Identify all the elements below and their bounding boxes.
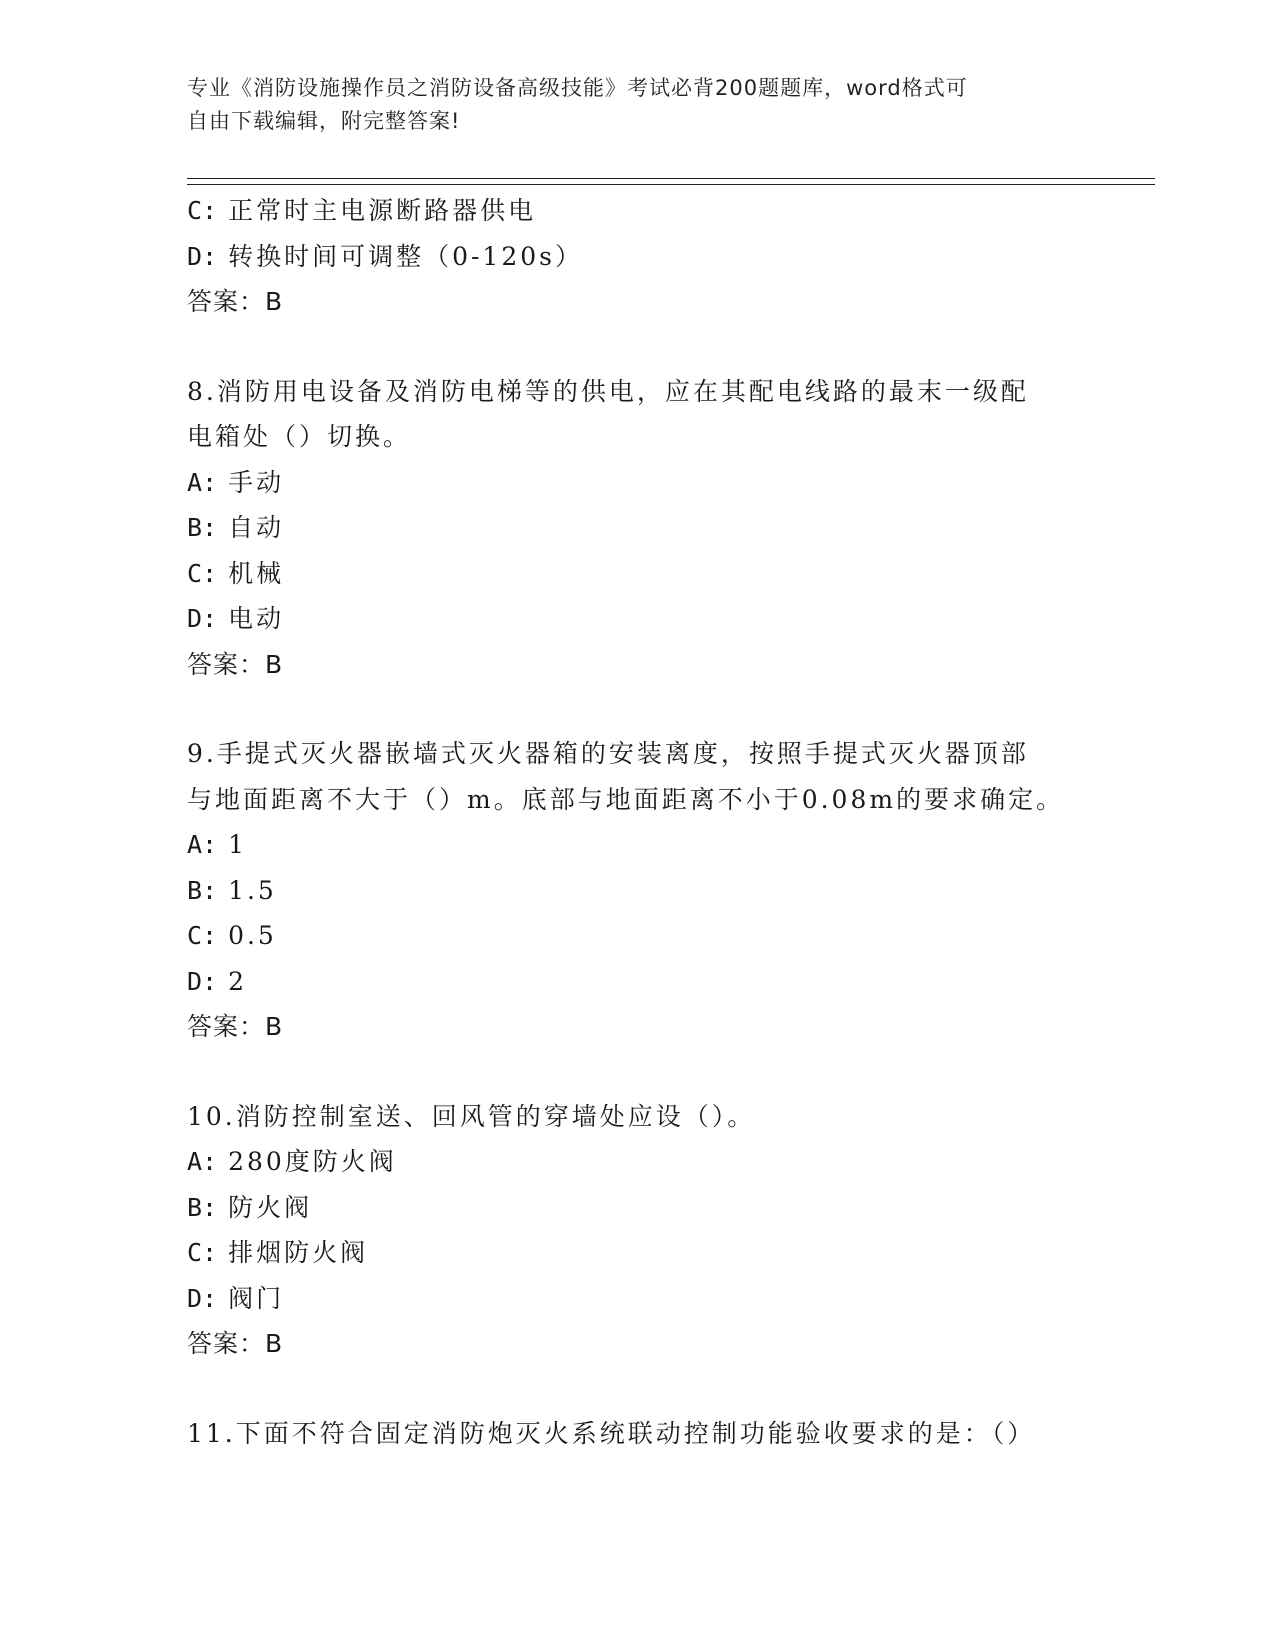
option-b: B: 1.5 [187, 875, 277, 905]
question-stem-line: 11.下面不符合固定消防炮灭火系统联动控制功能验收要求的是：（） [187, 1418, 1036, 1448]
question-9 [187, 731, 1107, 1050]
option-c: C: 正常时主电源断路器供电 [187, 196, 537, 225]
question-stem-line: 8.消防用电设备及消防电梯等的供电，应在其配电线路的最末一级配 [187, 376, 1029, 406]
question-8 [187, 369, 1107, 688]
header-line-1: 专业《消防设施操作员之消防设备高级技能》考试必背200题题库，word格式可 [187, 76, 968, 100]
option-d: D: 2 [187, 966, 247, 996]
question-stem-line: 9.手提式灭火器嵌墙式灭火器箱的安装离度，按照手提式灭火器顶部 [187, 739, 1029, 768]
option-c: C: 0.5 [187, 921, 277, 950]
option-a: A: 280度防火阀 [187, 1147, 397, 1176]
option-b: B: 自动 [187, 513, 285, 542]
question-list [187, 188, 1107, 1456]
option-c: C: 机械 [187, 558, 285, 588]
question-10 [187, 1094, 1107, 1367]
question-stem-line: 电箱处（）切换。 [187, 422, 412, 451]
question-11 [187, 1411, 1107, 1457]
answer-line: 答案：B [187, 287, 284, 316]
option-d: D: 电动 [187, 604, 285, 633]
option-d: D: 阀门 [187, 1283, 285, 1313]
answer-line: 答案：B [187, 649, 284, 679]
header-divider [187, 178, 1155, 185]
question-stem-line: 10.消防控制室送、回风管的穿墙处应设（）。 [187, 1101, 756, 1131]
option-a: A: 手动 [187, 467, 285, 497]
option-c: C: 排烟防火阀 [187, 1238, 369, 1267]
option-a: A: 1 [187, 830, 247, 859]
option-d: D: 转换时间可调整（0-120s） [187, 241, 583, 271]
option-b: B: 防火阀 [187, 1192, 313, 1222]
document-header [187, 72, 1067, 138]
answer-line: 答案：B [187, 1329, 284, 1358]
question-stem-line: 与地面距离不大于（）m。底部与地面距离不小于0.08m的要求确定。 [187, 784, 1065, 814]
header-line-2: 自由下载编辑，附完整答案! [187, 109, 461, 133]
previous-question-tail [187, 188, 1107, 325]
answer-line: 答案：B [187, 1012, 284, 1041]
